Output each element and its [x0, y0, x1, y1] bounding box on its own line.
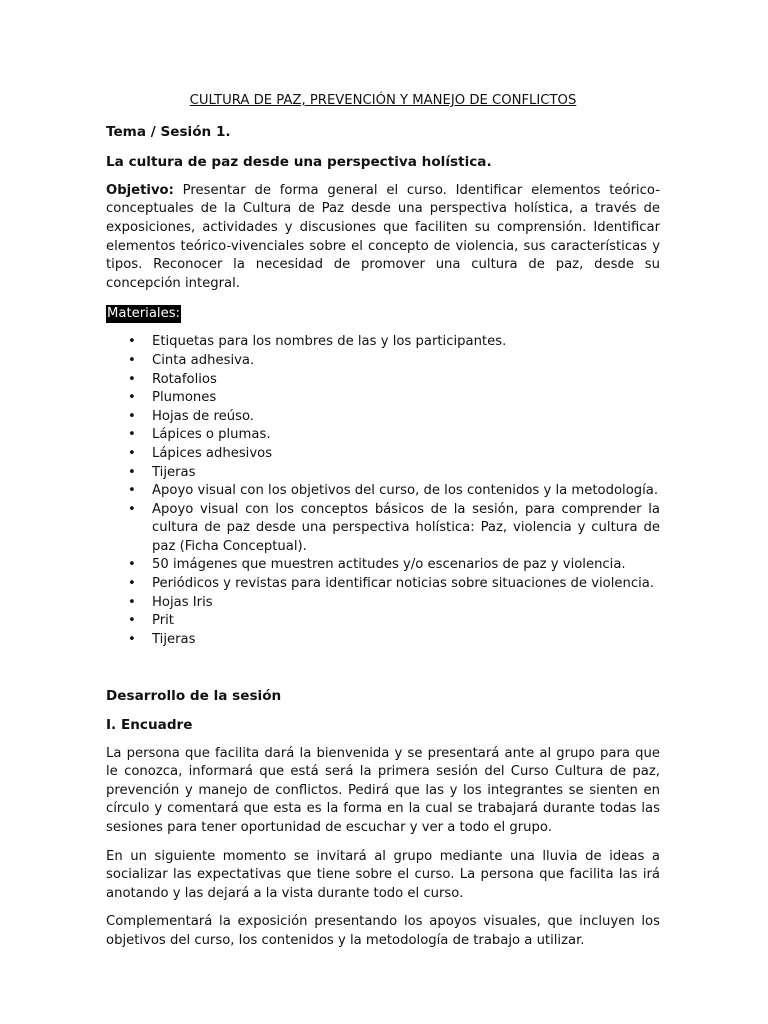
material-item [106, 612, 660, 631]
material-item-text: Prit [152, 613, 174, 629]
body-paragraph-1: La persona que facilita dará la bienvenida y se presentará ante al grupo para que le conozca, informará que está será la primera sesión del Curso Cultura de paz, prevención y manejo de conflictos. Pedirá que las y los integrantes se sienten en círculo y comentará que esta es la forma en la cual se trabajará durante todas las sesiones para tener oportunidad de escuchar y ver a todo el grupo. [106, 745, 660, 835]
material-item [106, 333, 660, 352]
bullet-icon: • [128, 501, 136, 517]
material-item-text: Tijeras [152, 464, 196, 480]
bullet-icon: • [128, 576, 136, 592]
material-item-text: Lápices o plumas. [152, 427, 271, 443]
material-item [106, 482, 660, 501]
material-item-text: Apoyo visual con los objetivos del curso, de los contenidos y la metodología. [152, 483, 659, 499]
session-subtitle: La cultura de paz desde una perspectiva holística. [106, 154, 492, 171]
material-item-text: Apoyo visual con los conceptos básicos de la sesión, para comprender la cultura de paz desde una perspectiva holística: Paz, violencia y cultura de paz (Ficha Conceptual). [152, 501, 660, 554]
material-item-text: Hojas de reúso. [152, 408, 254, 424]
document-title: CULTURA DE PAZ, PREVENCIÓN Y MANEJO DE CONFLICTOS [189, 93, 577, 108]
section-heading-encuadre: I. Encuadre [106, 717, 193, 734]
material-item [106, 371, 660, 390]
body-paragraph-3: Complementará la exposición presentando los apoyos visuales, que incluyen los objetivos del curso, los contenidos y la metodología de trabajo a utilizar. [106, 914, 660, 948]
material-item [106, 594, 660, 613]
objective-text: Presentar de forma general el curso. Identificar elementos teórico-conceptuales de la Cultura de Paz desde una perspectiva holística, a través de exposiciones, actividades y discusiones que faciliten su comprensión. Identificar elementos teórico-vivenciales sobre el concepto de violencia, sus características y tipos. Reconocer la necesidad de promover una cultura de paz, desde su concepción integral. [106, 182, 660, 291]
material-item [106, 631, 660, 650]
material-item [106, 352, 660, 371]
materials-heading-row [106, 305, 660, 325]
material-item-text: Lápices adhesivos [152, 445, 273, 461]
material-item-text: Plumones [152, 390, 217, 406]
bullet-icon: • [128, 390, 136, 406]
material-item-text: Rotafolios [152, 371, 217, 387]
materials-label: Materiales: [107, 306, 181, 322]
material-item [106, 445, 660, 464]
bullet-icon: • [128, 483, 136, 499]
bullet-icon: • [128, 427, 136, 443]
material-item [106, 426, 660, 445]
bullet-icon: • [128, 594, 136, 610]
objective-label: Objetivo: [106, 182, 174, 198]
session-heading: Tema / Sesión 1. [106, 123, 231, 140]
material-item-text: Periódicos y revistas para identificar noticias sobre situaciones de violencia. [152, 576, 655, 592]
material-item-text: Cinta adhesiva. [152, 352, 255, 368]
bullet-icon: • [128, 464, 136, 480]
bullet-icon: • [128, 557, 136, 573]
material-item [106, 501, 660, 557]
document-page [106, 92, 660, 961]
bullet-icon: • [128, 371, 136, 387]
material-item [106, 464, 660, 483]
body-paragraph-2: En un siguiente momento se invitará al grupo mediante una lluvia de ideas a socializar las expectativas que tiene sobre el curso. La persona que facilita las irá anotando y las dejará a la vista durante todo el curso. [106, 848, 660, 901]
material-item [106, 575, 660, 594]
bullet-icon: • [128, 352, 136, 368]
bullet-icon: • [128, 334, 136, 350]
material-item-text: Etiquetas para los nombres de las y los participantes. [152, 334, 507, 350]
material-item [106, 556, 660, 575]
bullet-icon: • [128, 445, 136, 461]
material-item-text: Tijeras [152, 631, 196, 647]
materials-list [106, 333, 660, 649]
material-item [106, 389, 660, 408]
objective-paragraph [106, 182, 660, 294]
material-item [106, 408, 660, 427]
bullet-icon: • [128, 613, 136, 629]
material-item-text: 50 imágenes que muestren actitudes y/o escenarios de paz y violencia. [152, 557, 626, 573]
development-heading: Desarrollo de la sesión [106, 688, 282, 705]
bullet-icon: • [128, 631, 136, 647]
bullet-icon: • [128, 408, 136, 424]
material-item-text: Hojas Iris [152, 594, 213, 610]
